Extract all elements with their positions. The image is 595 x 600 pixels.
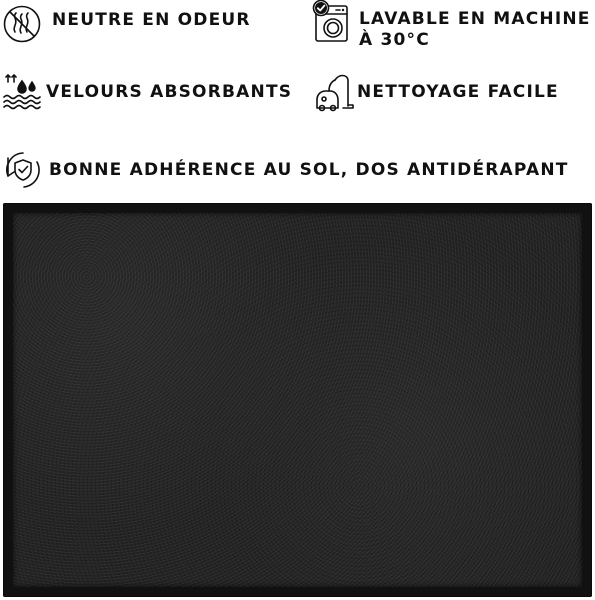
feature-label: NEUTRE EN ODEUR xyxy=(52,10,251,30)
feature-odor-neutral xyxy=(2,4,251,44)
doormat-velvet-pile xyxy=(13,213,582,587)
doormat-product-image xyxy=(3,203,592,597)
washing-machine-check-icon xyxy=(312,0,352,44)
vacuum-cleaner-icon xyxy=(313,72,355,112)
no-odor-icon xyxy=(2,4,42,44)
feature-label xyxy=(359,9,591,51)
feature-machine-washable xyxy=(312,0,591,51)
feature-label: VELOURS ABSORBANTS xyxy=(46,82,293,102)
feature-label: NETTOYAGE FACILE xyxy=(357,82,559,102)
feature-label-line-1: LAVABLE EN MACHINE xyxy=(359,9,591,29)
feature-absorbent-velvet xyxy=(2,72,292,112)
feature-non-slip-backing xyxy=(2,148,569,192)
feature-label-line-2: À 30°C xyxy=(359,30,430,50)
feature-label: BONNE ADHÉRENCE AU SOL, DOS ANTIDÉRAPANT xyxy=(49,160,569,180)
feature-easy-cleaning xyxy=(313,72,559,112)
shield-check-icon xyxy=(2,148,44,192)
water-absorption-icon xyxy=(2,72,42,112)
